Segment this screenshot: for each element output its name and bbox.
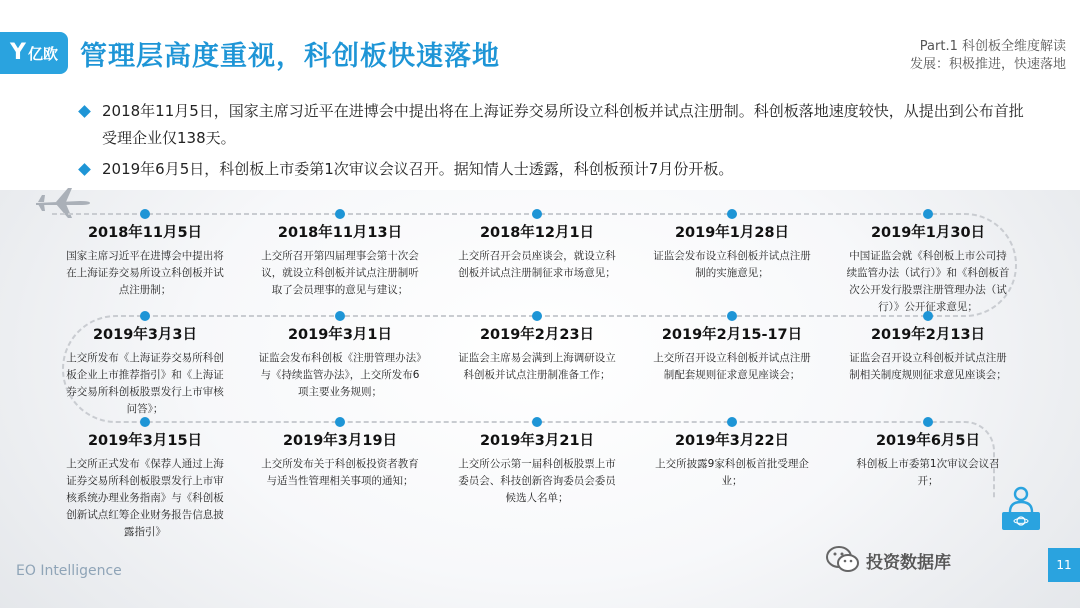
event-description: 科创板上市委第1次审议会议召开； [856, 458, 1000, 487]
timeline-event [59, 325, 231, 418]
part-label: Part.1 科创板全维度解读 [919, 39, 1066, 54]
timeline-event [646, 223, 818, 282]
event-date: 2018年11月13日 [277, 225, 403, 241]
timeline-event [451, 325, 623, 384]
wechat-account-name: 投资数据库 [866, 552, 951, 573]
timeline-dot [727, 209, 737, 219]
timeline-dot [727, 311, 737, 321]
event-description: 上交所召开设立科创板并试点注册制配套规则征求意见座谈会； [653, 352, 811, 381]
event-date: 2019年3月15日 [87, 433, 203, 449]
event-description: 上交所正式发布《保荐人通过上海证券交易所科创板股票发行上市审核系统办理业务指南》与《科创板创新试点红筹企业财务报告信息披露指引》 [66, 458, 224, 538]
event-date: 2019年1月30日 [870, 225, 986, 241]
event-description: 证监会发布科创板《注册管理办法》与《持续监管办法》，上交所发布6项主要业务规则； [258, 352, 422, 398]
event-description: 证监会发布设立科创板并试点注册制的实施意见； [653, 250, 811, 279]
event-date: 2019年3月3日 [92, 327, 198, 343]
timeline-event [254, 431, 426, 490]
timeline-dot [140, 209, 150, 219]
event-date: 2019年2月15-17日 [661, 327, 803, 343]
timeline-event [842, 431, 1014, 490]
timeline-event [451, 431, 623, 507]
event-description: 上交所召开会员座谈会，就设立科创板并试点注册制征求市场意见； [458, 250, 616, 279]
timeline-dot [923, 209, 933, 219]
event-date: 2019年3月1日 [287, 327, 393, 343]
page-title: 管理层高度重视，科创板快速落地 [80, 41, 500, 72]
timeline-event [451, 223, 623, 282]
timeline-dot [335, 417, 345, 427]
event-date: 2019年1月28日 [674, 225, 790, 241]
timeline-event [842, 325, 1014, 384]
event-description: 上交所发布《上海证券交易所科创板企业上市推荐指引》和《上海证券交易所科创板股票发行上市审核问答》； [66, 352, 224, 415]
event-date: 2018年12月1日 [479, 225, 595, 241]
timeline-event [646, 325, 818, 384]
timeline-event [59, 431, 231, 541]
event-description: 上交所公示第一届科创板股票上市委员会、科技创新咨询委员会委员候选人名单； [458, 458, 616, 504]
timeline-event [59, 223, 231, 299]
event-date: 2019年2月13日 [870, 327, 986, 343]
event-date: 2019年6月5日 [875, 433, 981, 449]
timeline-dot [923, 417, 933, 427]
event-date: 2019年3月22日 [674, 433, 790, 449]
part-subtitle: 发展：积极推进，快速落地 [909, 57, 1066, 72]
page-number: 11 [1048, 548, 1080, 582]
event-description: 上交所召开第四届理事会第十次会议，就设立科创板并试点注册制听取了会员理事的意见与建议； [261, 250, 419, 296]
timeline-dot [532, 311, 542, 321]
event-date: 2019年3月21日 [479, 433, 595, 449]
timeline-dot [140, 417, 150, 427]
event-date: 2019年3月19日 [282, 433, 398, 449]
timeline-event [254, 325, 426, 401]
timeline-dot [335, 209, 345, 219]
timeline-dot [532, 209, 542, 219]
bullet-text: 2019年6月5日，科创板上市委第1次审议会议召开。据知情人士透露，科创板预计7月份开板。 [102, 160, 734, 178]
timeline-dot [140, 311, 150, 321]
person-at-desk-icon [998, 486, 1044, 532]
logo-name: 亿欧 [27, 44, 58, 63]
event-date: 2019年2月23日 [479, 327, 595, 343]
event-description: 上交所披露9家科创板首批受理企业； [655, 458, 809, 487]
wechat-icon [826, 546, 860, 574]
timeline-event [646, 431, 818, 490]
event-date: 2018年11月5日 [87, 225, 203, 241]
timeline-dot [335, 311, 345, 321]
event-description: 上交所发布关于科创板投资者教育与适当性管理相关事项的通知； [261, 458, 419, 487]
bullet-text: 2018年11月5日，国家主席习近平在进博会中提出将在上海证券交易所设立科创板并试点注册制。科创板落地速度较快，从提出到公布首批受理企业仅138天。 [102, 102, 1024, 147]
timeline-event [842, 223, 1014, 316]
footer-brand: EO Intelligence [16, 563, 122, 579]
timeline-dot [532, 417, 542, 427]
event-description: 证监会主席易会满到上海调研设立科创板并试点注册制准备工作； [458, 352, 616, 381]
wechat-watermark [826, 546, 951, 574]
event-description: 中国证监会就《科创板上市公司持续监管办法（试行）》和《科创板首次公开发行股票注册管理办法（试行）》公开征求意见； [846, 250, 1010, 313]
timeline-event [254, 223, 426, 299]
timeline-dot [727, 417, 737, 427]
event-description: 证监会召开设立科创板并试点注册制相关制度规则征求意见座谈会； [849, 352, 1007, 381]
event-description: 国家主席习近平在进博会中提出将在上海证券交易所设立科创板并试点注册制； [66, 250, 224, 296]
logo-mark: Y [10, 40, 26, 65]
